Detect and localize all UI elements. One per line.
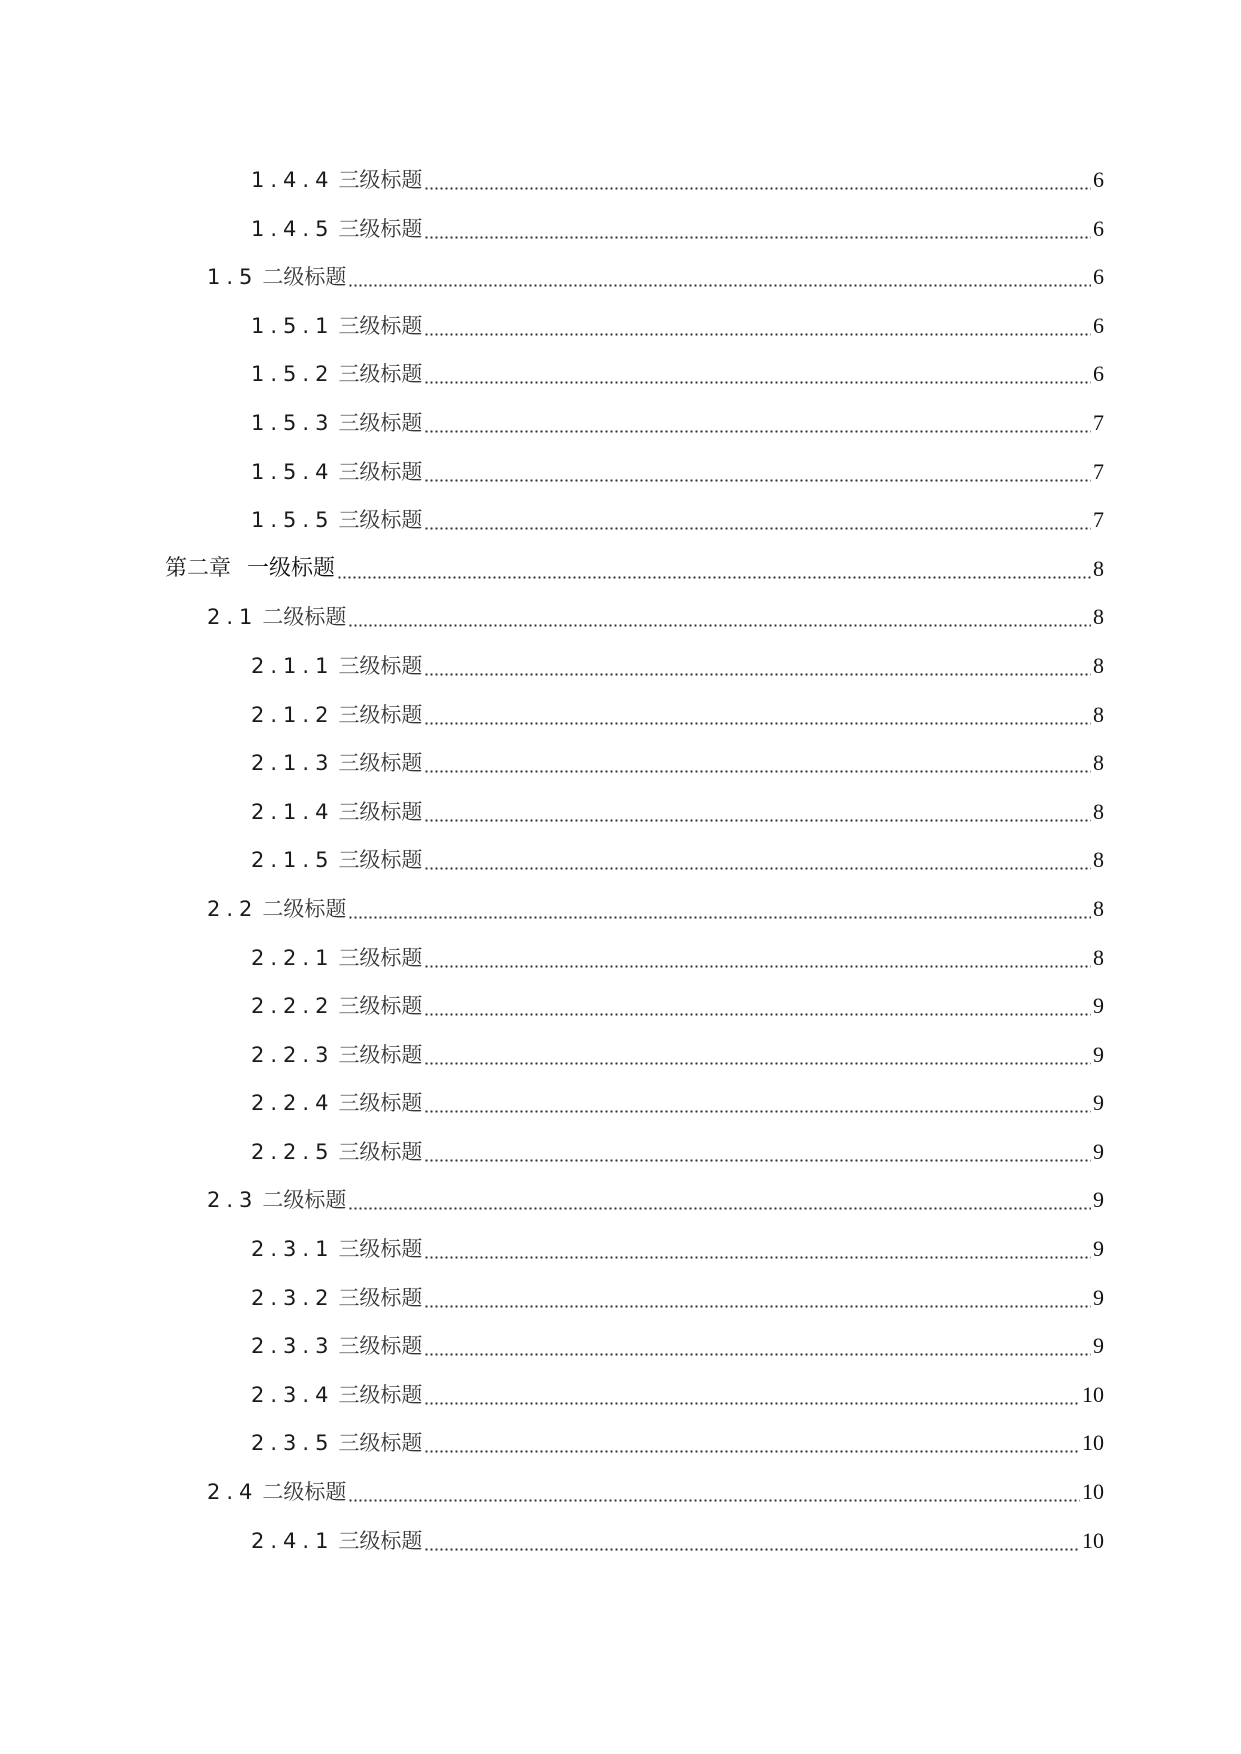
toc-entry-title: 三级标题: [338, 653, 423, 678]
toc-entry-title: 三级标题: [338, 1528, 423, 1553]
dot-leader: [348, 1478, 1080, 1502]
dot-leader: [424, 506, 1091, 530]
toc-entry-number: 2.4: [207, 1480, 259, 1505]
toc-entry[interactable]: [0, 846, 1241, 895]
toc-entry-number: 2.3.2: [251, 1285, 335, 1310]
toc-entry-page-number: 6: [1093, 264, 1104, 290]
toc-entry-number: 1.5.4: [251, 459, 335, 484]
toc-entry[interactable]: [0, 1478, 1241, 1527]
toc-entry-number: 1.5.3: [251, 410, 335, 435]
dot-leader: [424, 749, 1091, 773]
dot-leader: [348, 603, 1091, 627]
dot-leader: [424, 846, 1091, 870]
toc-entry-number: 2.4.1: [251, 1528, 335, 1553]
toc-entry-page-number: 7: [1093, 409, 1104, 435]
toc-entry[interactable]: [0, 749, 1241, 798]
toc-entry-number: 1.4.5: [251, 216, 335, 241]
dot-leader: [337, 555, 1091, 579]
toc-entry[interactable]: [0, 506, 1241, 555]
toc-entry-title: 三级标题: [338, 459, 423, 484]
toc-entry[interactable]: [0, 1138, 1241, 1187]
toc-entry[interactable]: [0, 360, 1241, 409]
toc-entry-number: 2.3.3: [251, 1334, 335, 1359]
toc-entry-title: 三级标题: [338, 1237, 423, 1262]
toc-entry-title: 三级标题: [338, 508, 423, 533]
toc-entry-page-number: 9: [1093, 1187, 1104, 1213]
toc-entry-number: 2.2.2: [251, 994, 335, 1019]
toc-entry-page-number: 8: [1093, 944, 1104, 970]
dot-leader: [424, 652, 1091, 676]
toc-entry[interactable]: [0, 1041, 1241, 1090]
toc-entry-page-number: 6: [1093, 312, 1104, 338]
toc-entry-number: 第二章: [165, 555, 232, 581]
dot-leader: [424, 944, 1091, 968]
toc-entry-title: 三级标题: [338, 848, 423, 873]
dot-leader: [424, 701, 1091, 725]
toc-entry-title: 三级标题: [338, 1285, 423, 1310]
toc-entry-title: 三级标题: [338, 313, 423, 338]
toc-entry-title: 三级标题: [338, 1382, 423, 1407]
toc-entry-page-number: 9: [1093, 993, 1104, 1019]
toc-entry-page-number: 9: [1093, 1333, 1104, 1359]
toc-entry-number: 2.2.5: [251, 1139, 335, 1164]
dot-leader: [424, 798, 1091, 822]
toc-entry-page-number: 10: [1082, 1527, 1104, 1553]
toc-entry[interactable]: [0, 992, 1241, 1041]
toc-entry-page-number: 6: [1093, 167, 1104, 192]
toc-entry-page-number: 10: [1082, 1381, 1104, 1407]
toc-entry-page-number: 8: [1093, 798, 1104, 824]
dot-leader: [424, 1284, 1091, 1308]
dot-leader: [424, 1235, 1091, 1259]
toc-entry-number: 2.3.1: [251, 1237, 335, 1262]
toc-entry-number: 1.4.4: [251, 168, 335, 192]
toc-entry-page-number: 6: [1093, 215, 1104, 241]
toc-entry-title: 三级标题: [338, 1431, 423, 1456]
toc-entry-title: 三级标题: [338, 1042, 423, 1067]
dot-leader: [424, 1332, 1091, 1356]
toc-entry[interactable]: [0, 1235, 1241, 1284]
toc-entry[interactable]: [0, 1527, 1241, 1576]
toc-entry[interactable]: [0, 895, 1241, 944]
table-of-contents: [0, 166, 1241, 1575]
dot-leader: [424, 458, 1091, 482]
toc-entry[interactable]: [0, 458, 1241, 507]
toc-entry[interactable]: [0, 1332, 1241, 1381]
toc-entry-title: 三级标题: [338, 362, 423, 387]
toc-entry-number: 2.1.5: [251, 848, 335, 873]
toc-entry[interactable]: [0, 263, 1241, 312]
toc-entry[interactable]: [0, 312, 1241, 361]
toc-entry-title: 三级标题: [338, 702, 423, 727]
toc-entry-title: 二级标题: [262, 265, 347, 290]
toc-entry-title: 一级标题: [247, 555, 336, 581]
dot-leader: [424, 1429, 1080, 1453]
toc-entry-number: 2.2.1: [251, 945, 335, 970]
toc-entry-number: 2.3.5: [251, 1431, 335, 1456]
toc-entry-title: 二级标题: [262, 1188, 347, 1213]
toc-entry-page-number: 6: [1093, 361, 1104, 387]
toc-entry-number: 2.1.3: [251, 751, 335, 776]
toc-entry-title: 三级标题: [338, 410, 423, 435]
toc-entry-page-number: 10: [1082, 1479, 1104, 1505]
toc-entry[interactable]: [0, 1284, 1241, 1333]
toc-entry-page-number: 10: [1082, 1430, 1104, 1456]
toc-entry-title: 三级标题: [338, 1334, 423, 1359]
toc-entry-title: 二级标题: [262, 1480, 347, 1505]
toc-entry-number: 1.5.5: [251, 508, 335, 533]
dot-leader: [424, 1381, 1080, 1405]
dot-leader: [424, 1138, 1091, 1162]
toc-entry-title: 三级标题: [338, 216, 423, 241]
toc-entry-number: 2.3: [207, 1188, 259, 1213]
toc-entry-title: 三级标题: [338, 945, 423, 970]
toc-entry-number: 2.1: [207, 605, 259, 630]
toc-entry[interactable]: [0, 944, 1241, 993]
dot-leader: [424, 360, 1091, 384]
toc-entry[interactable]: [0, 1381, 1241, 1430]
toc-entry-page-number: 8: [1093, 555, 1104, 581]
toc-entry[interactable]: [0, 798, 1241, 847]
toc-entry-title: 三级标题: [338, 799, 423, 824]
toc-entry-page-number: 9: [1093, 1236, 1104, 1262]
dot-leader: [424, 166, 1091, 190]
toc-entry[interactable]: [0, 166, 1241, 215]
toc-entry[interactable]: [0, 409, 1241, 458]
dot-leader: [424, 312, 1091, 336]
toc-entry[interactable]: [0, 603, 1241, 652]
toc-entry-page-number: 9: [1093, 1138, 1104, 1164]
toc-entry-page-number: 8: [1093, 604, 1104, 630]
toc-entry-page-number: 8: [1093, 895, 1104, 921]
toc-entry-page-number: 9: [1093, 1090, 1104, 1116]
toc-entry-page-number: 7: [1093, 458, 1104, 484]
toc-entry-number: 2.1.4: [251, 799, 335, 824]
dot-leader: [424, 1089, 1091, 1113]
toc-entry-page-number: 9: [1093, 1041, 1104, 1067]
toc-entry-page-number: 8: [1093, 750, 1104, 776]
toc-entry-number: 2.2.3: [251, 1042, 335, 1067]
toc-entry-number: 1.5.2: [251, 362, 335, 387]
toc-entry[interactable]: [0, 215, 1241, 264]
dot-leader: [348, 263, 1091, 287]
toc-entry[interactable]: [0, 1186, 1241, 1235]
toc-entry-page-number: 8: [1093, 847, 1104, 873]
toc-entry-number: 2.1.2: [251, 702, 335, 727]
toc-entry-number: 2.1.1: [251, 653, 335, 678]
dot-leader: [424, 409, 1091, 433]
toc-entry-title: 三级标题: [338, 751, 423, 776]
toc-entry[interactable]: [0, 1089, 1241, 1138]
toc-entry-page-number: 8: [1093, 652, 1104, 678]
toc-entry-number: 2.2: [207, 896, 259, 921]
toc-entry-title: 二级标题: [262, 896, 347, 921]
toc-entry-title: 二级标题: [262, 605, 347, 630]
dot-leader: [424, 215, 1091, 239]
dot-leader: [424, 1041, 1091, 1065]
toc-entry-number: 2.2.4: [251, 1091, 335, 1116]
toc-entry-number: 1.5.1: [251, 313, 335, 338]
toc-entry-page-number: 9: [1093, 1284, 1104, 1310]
toc-entry-title: 三级标题: [338, 1091, 423, 1116]
toc-entry-number: 2.3.4: [251, 1382, 335, 1407]
toc-entry-title: 三级标题: [338, 994, 423, 1019]
toc-entry[interactable]: [0, 1429, 1241, 1478]
toc-entry-number: 1.5: [207, 265, 259, 290]
toc-entry-page-number: 8: [1093, 701, 1104, 727]
toc-entry-page-number: 7: [1093, 507, 1104, 533]
dot-leader: [348, 895, 1091, 919]
toc-entry-title: 三级标题: [338, 1139, 423, 1164]
dot-leader: [424, 992, 1091, 1016]
toc-entry[interactable]: [0, 652, 1241, 701]
toc-entry-title: 三级标题: [338, 168, 423, 192]
toc-entry[interactable]: [0, 701, 1241, 750]
dot-leader: [348, 1186, 1091, 1210]
toc-entry[interactable]: [0, 555, 1241, 604]
dot-leader: [424, 1527, 1080, 1551]
